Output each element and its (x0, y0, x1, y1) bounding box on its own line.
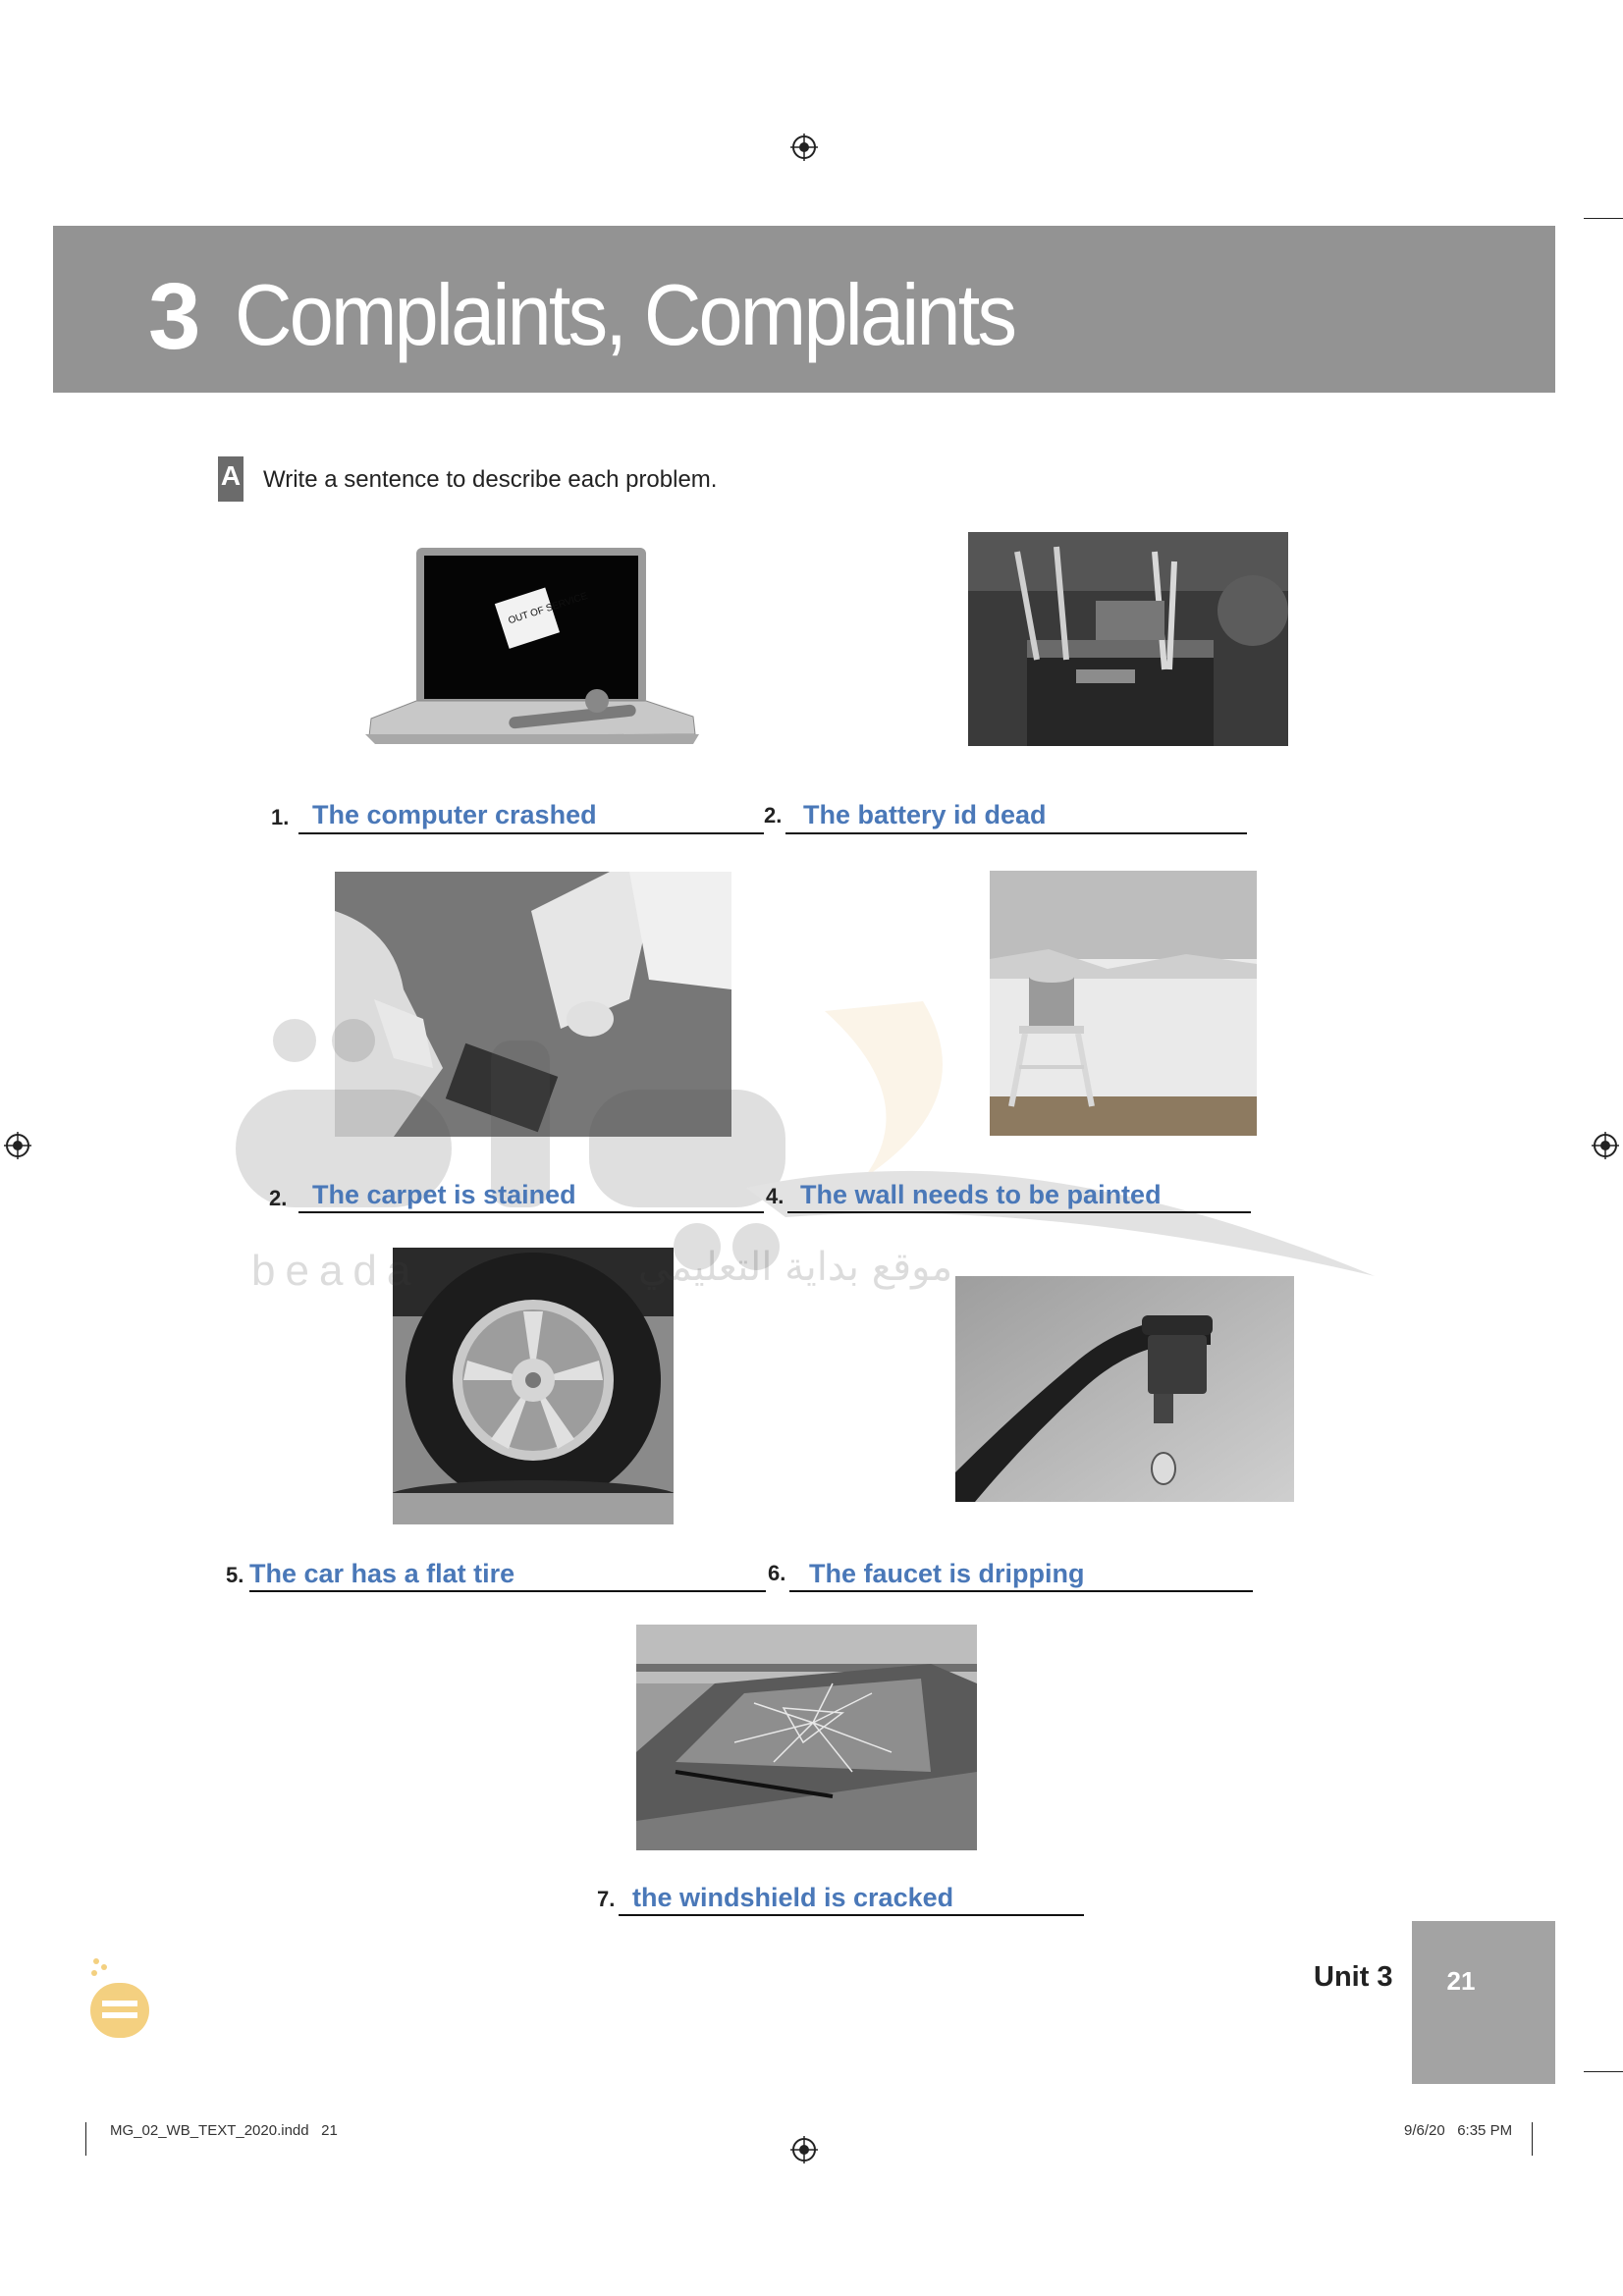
answer-text: The computer crashed (312, 800, 597, 829)
item-number: 1. (271, 805, 290, 829)
item-number: 7. (597, 1887, 616, 1911)
crop-mark (1532, 2122, 1533, 2156)
item-number: 6. (768, 1561, 786, 1585)
sticky-note-text: OUT OF SERVICE (507, 590, 589, 627)
answer-text: The carpet is stained (312, 1180, 576, 1209)
answer-text: The battery id dead (803, 800, 1047, 829)
item-number: 2. (269, 1186, 288, 1210)
unit-title: Complaints, Complaints (235, 266, 1015, 363)
unit-number: 3 (148, 264, 199, 369)
slug-file: MG_02_WB_TEXT_2020.indd 21 (110, 2122, 338, 2139)
page-number-box (1412, 1921, 1555, 2084)
photo-laptop-out-of-service (352, 542, 711, 750)
answer-text: The faucet is dripping (809, 1559, 1085, 1588)
exercise-instruction: Write a sentence to describe each problem. (263, 466, 718, 493)
photo-cracked-windshield (636, 1625, 977, 1850)
photo-paint-can-on-ladder (990, 871, 1257, 1136)
item-number: 5. (226, 1563, 244, 1587)
page-number: 21 (1446, 1966, 1476, 1996)
answer-text: The car has a flat tire (249, 1559, 515, 1588)
exercise-letter-badge: A (218, 456, 243, 502)
registration-mark-icon (4, 1132, 31, 1159)
crop-mark (85, 2122, 86, 2156)
answer-text: The wall needs to be painted (800, 1180, 1162, 1209)
registration-mark-icon (790, 133, 818, 161)
item-number: 4. (766, 1184, 784, 1208)
photo-flat-tire (393, 1248, 674, 1524)
slug-date: 9/6/20 6:35 PM (1404, 2122, 1513, 2139)
unit-label: Unit 3 (1314, 1961, 1393, 1993)
photo-car-battery-jumper-cables (968, 532, 1288, 746)
registration-mark-icon (1592, 1132, 1619, 1159)
watermark-arabic: موقع بداية التعليمي (638, 1245, 953, 1290)
crop-mark (1584, 2071, 1623, 2072)
registration-mark-icon (790, 2136, 818, 2163)
crop-mark (1584, 218, 1623, 219)
watermark-latin: beada (251, 1247, 421, 1295)
publisher-logo-icon (86, 1953, 155, 2042)
photo-cleaning-carpet-stain (335, 872, 731, 1137)
item-number: 2. (764, 803, 783, 828)
photo-dripping-faucet (955, 1276, 1294, 1502)
unit-header-band (53, 226, 1555, 393)
answer-text: the windshield is cracked (632, 1883, 954, 1912)
